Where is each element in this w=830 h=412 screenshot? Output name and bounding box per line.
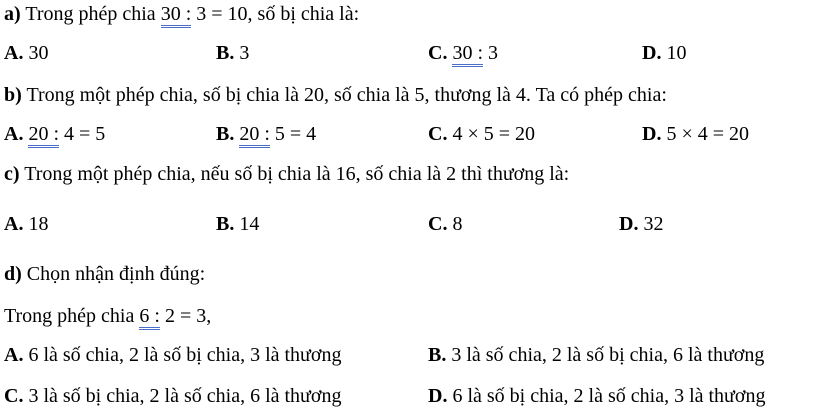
option-a-D[interactable] [642,41,686,65]
option-text: 3 là số chia, 2 là số bị chia, 6 là thương [451,344,765,366]
option-letter: D. [619,213,639,235]
option-a-B[interactable] [216,41,249,65]
question-b [4,83,667,107]
option-letter: D. [642,123,662,145]
option-d-D[interactable] [428,384,765,408]
option-text: 4 = 5 [64,123,106,145]
option-text: 5 = 4 [274,123,317,145]
option-text: 3 là số bị chia, 2 là số chia, 6 là thương [28,385,342,407]
option-letter: D. [428,385,448,407]
statement-text: 2 = 3, [164,305,212,327]
question-text: Trong một phép chia, số bị chia là 20, số chia là 5, thương là 4. Ta có phép chia: [26,84,667,106]
option-letter: C. [428,123,448,145]
option-c-D[interactable] [619,212,663,236]
option-letter: D. [642,42,662,64]
option-letter: B. [216,42,235,64]
question-text: Trong phép chia [25,3,156,25]
option-text: 5 × 4 = 20 [666,123,750,145]
question-text: Trong một phép chia, nếu số bị chia là 16, số chia là 2 thì thương là: [24,163,570,185]
question-d-statement [4,304,211,328]
option-letter: A. [4,123,24,145]
question-text: Chọn nhận định đúng: [26,263,206,285]
option-letter: B. [216,213,235,235]
option-c-B[interactable] [216,212,259,236]
option-letter: A. [4,42,24,64]
division-expression: 20 : [239,123,270,148]
division-expression: 20 : [28,123,59,148]
option-a-A[interactable] [4,41,48,65]
option-b-A[interactable] [4,122,105,146]
option-d-B[interactable] [428,343,764,367]
option-text: 6 là số bị chia, 2 là số chia, 3 là thương [452,385,766,407]
option-letter: A. [4,344,24,366]
division-expression: 30 : [161,3,192,28]
question-label: b) [4,84,22,106]
option-text: 6 là số chia, 2 là số bị chia, 3 là thương [28,344,342,366]
division-expression: 6 : [139,305,160,330]
option-letter: C. [4,385,24,407]
option-text: 10 [666,42,687,64]
option-text: 3 [488,42,499,64]
option-a-C[interactable] [428,41,498,65]
question-label: c) [4,163,20,185]
option-text: 18 [28,213,49,235]
option-d-A[interactable] [4,343,341,367]
option-text: 8 [452,213,463,235]
question-a [4,2,359,26]
option-b-D[interactable] [642,122,749,146]
question-label: a) [4,3,21,25]
option-d-C[interactable] [4,384,341,408]
option-c-A[interactable] [4,212,48,236]
option-b-B[interactable] [216,122,316,146]
option-letter: B. [216,123,235,145]
option-letter: C. [428,42,448,64]
question-d [4,262,205,286]
division-expression: 30 : [452,42,483,67]
question-label: d) [4,263,22,285]
option-text: 32 [643,213,664,235]
option-text: 4 × 5 = 20 [452,123,536,145]
option-text: 30 [28,42,49,64]
statement-text: Trong phép chia [4,305,135,327]
option-letter: C. [428,213,448,235]
option-c-C[interactable] [428,212,462,236]
option-letter: B. [428,344,447,366]
option-b-C[interactable] [428,122,535,146]
option-text: 3 [239,42,250,64]
option-text: 14 [239,213,260,235]
question-c [4,162,569,186]
option-letter: A. [4,213,24,235]
question-text: 3 = 10, số bị chia là: [196,3,360,25]
